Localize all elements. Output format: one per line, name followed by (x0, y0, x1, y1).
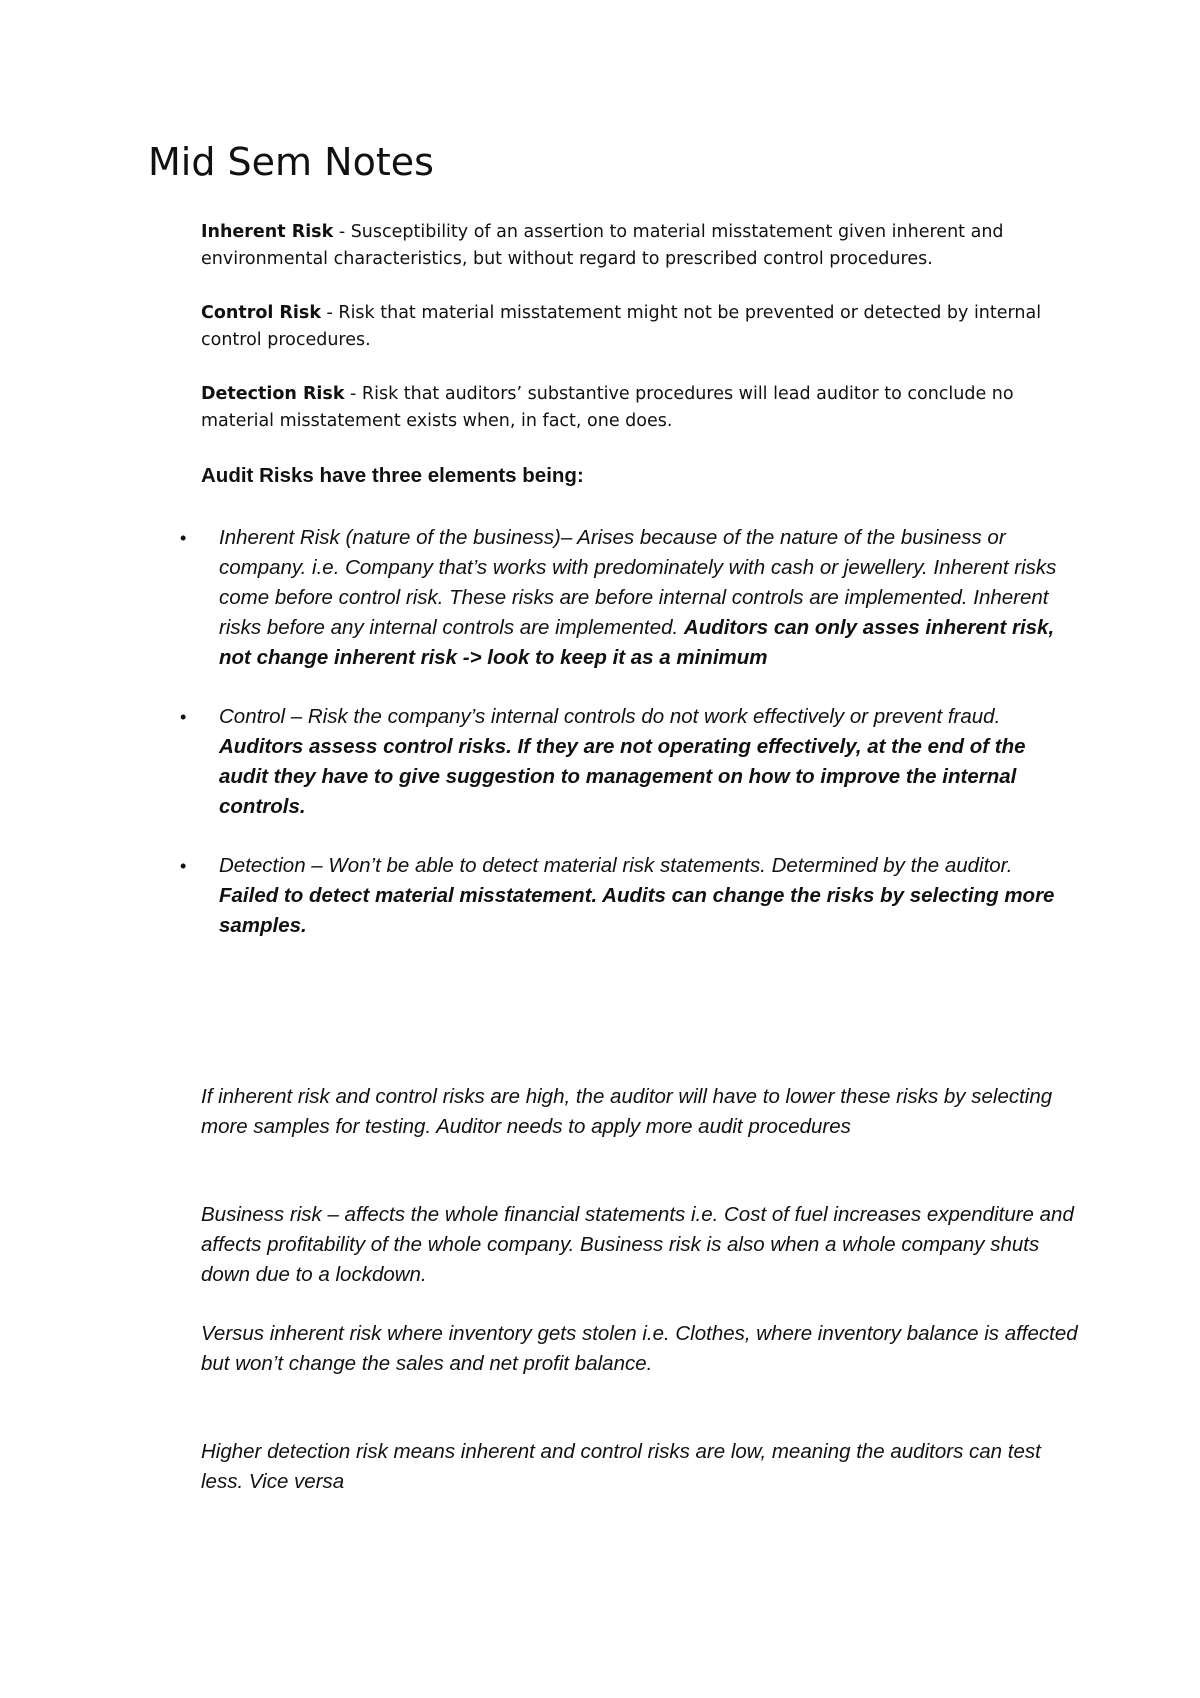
bullet-emphasis: Failed to detect material misstatement. Audits can change the risks by selecting more samples. (219, 884, 1055, 937)
audit-risks-heading: Audit Risks have three elements being: (201, 464, 584, 487)
bullet-control-risk (180, 702, 1060, 822)
bullet-emphasis: Auditors assess control risks. If they are not operating effectively, at the end of the audit they have to give suggestion to management on how to improve the internal controls. (219, 735, 1026, 818)
bullet-detection-risk (180, 851, 1060, 941)
audit-risk-bullet-list (180, 523, 1060, 970)
bullet-emphasis: Auditors can only asses inherent risk, not change inherent risk -> look to keep it as a minimum (219, 616, 1055, 669)
definition-term: Control Risk (201, 303, 321, 323)
definition-text: - Risk that material misstatement might not be prevented or detected by internal control procedures. (201, 303, 1042, 350)
definition-detection-risk (201, 381, 1061, 435)
definition-term: Inherent Risk (201, 222, 334, 242)
paragraph-business-risk: Business risk – affects the whole financial statements i.e. Cost of fuel increases expenditure and affects profitability of the whole company. Business risk is also when a whole company shuts down due to a lockdown. (201, 1203, 1074, 1286)
bullet-text: Control – Risk the company’s internal controls do not work effectively or prevent fraud. (219, 705, 1001, 728)
definition-inherent-risk (201, 219, 1061, 273)
definition-control-risk (201, 300, 1061, 354)
paragraph-detection-risk-relationship: Higher detection risk means inherent and control risks are low, meaning the auditors can test less. Vice versa (201, 1440, 1041, 1493)
page-title: Mid Sem Notes (148, 140, 434, 184)
bullet-icon: • (180, 528, 187, 548)
bullet-icon: • (180, 707, 187, 727)
bullet-text: Detection – Won’t be able to detect material risk statements. Determined by the auditor. (219, 854, 1013, 877)
definition-text: - Susceptibility of an assertion to material misstatement given inherent and environmental characteristics, but without regard to prescribed control procedures. (201, 222, 1004, 269)
definition-text: - Risk that auditors’ substantive procedures will lead auditor to conclude no material misstatement exists when, in fact, one does. (201, 384, 1014, 431)
paragraph-versus-inherent-risk: Versus inherent risk where inventory gets stolen i.e. Clothes, where inventory balance is affected but won’t change the sales and net profit balance. (201, 1322, 1078, 1375)
bullet-text: Inherent Risk (nature of the business)– Arises because of the nature of the business or company. i.e. Company that’s works with predominately with cash or jewellery. Inherent risks come before control risk. These risks are before internal controls are implemented. Inherent risks before any internal controls are implemented. (219, 526, 1057, 639)
bullet-inherent-risk (180, 523, 1060, 673)
bullet-icon: • (180, 856, 187, 876)
definition-term: Detection Risk (201, 384, 345, 404)
paragraph-high-risk-sampling: If inherent risk and control risks are high, the auditor will have to lower these risks by selecting more samples for testing. Auditor needs to apply more audit procedures (201, 1085, 1053, 1138)
definitions-section (201, 219, 1061, 462)
